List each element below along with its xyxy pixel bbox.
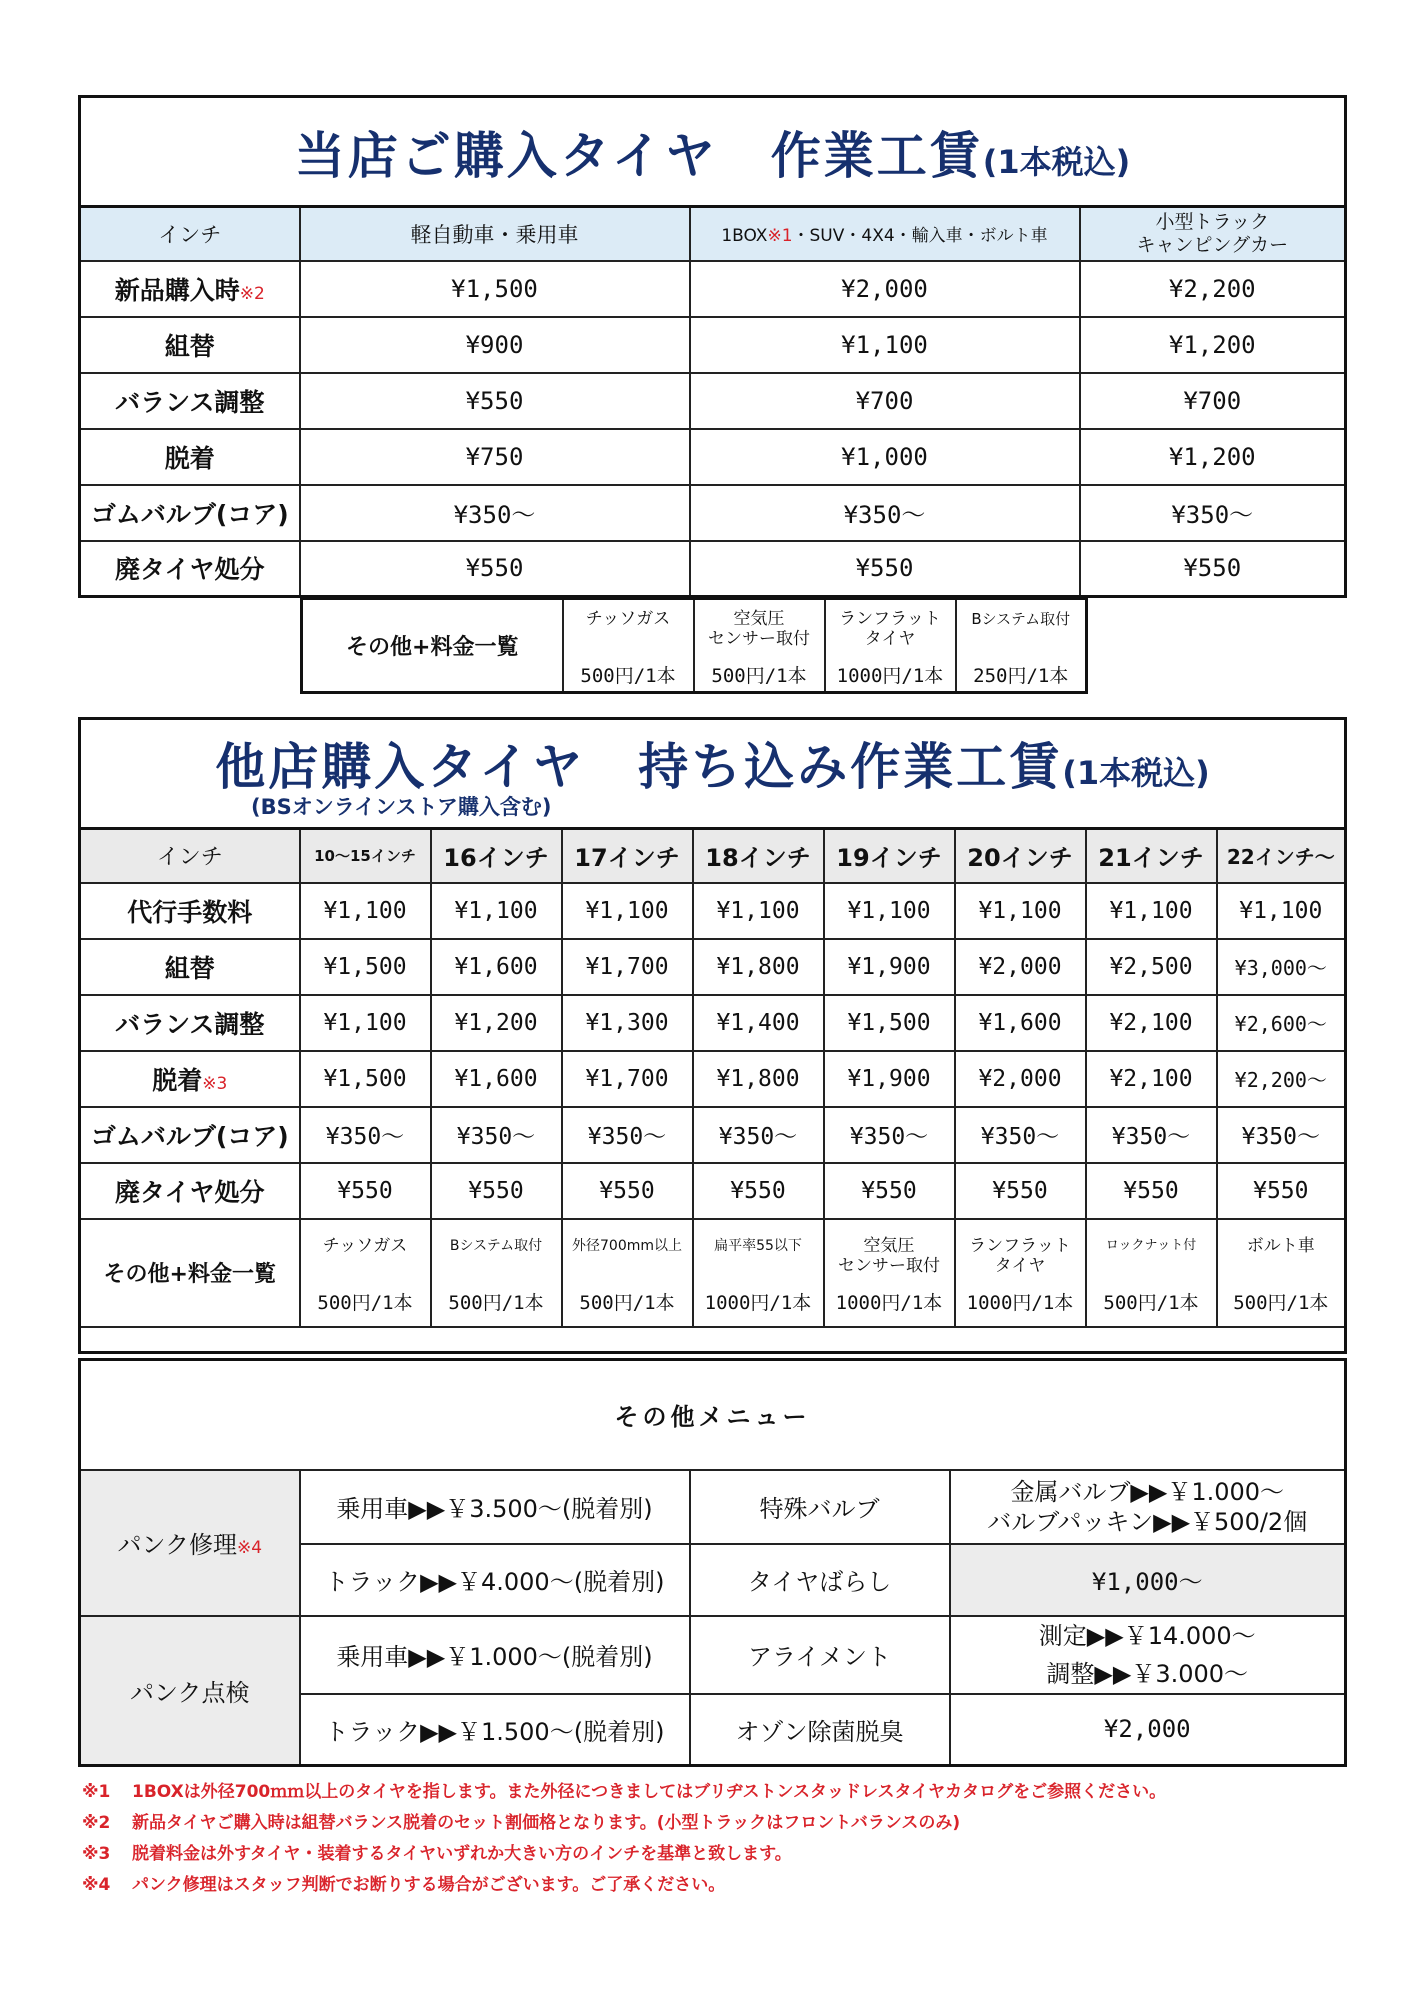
price-cell: ¥1,100 <box>300 883 431 939</box>
price-cell: ¥1,900 <box>824 1051 955 1107</box>
price-cell: ¥1,300 <box>562 995 693 1051</box>
row-label: バランス調整 <box>80 995 300 1051</box>
extra-item: ランフラット タイヤ 1000円/1本 <box>955 1219 1086 1327</box>
price-cell: ¥350～ <box>1080 485 1346 541</box>
price-cell: ¥1,200 <box>431 995 562 1051</box>
price-cell: ¥1,800 <box>693 939 824 995</box>
special-valve-price: 金属バルブ▶▶￥1.000～ バルブパッキン▶▶￥500/2個 <box>950 1470 1346 1544</box>
header-21: 21インチ <box>1086 829 1217 883</box>
price-cell: ¥350～ <box>693 1107 824 1163</box>
extra-item: チッソガス 500円/1本 <box>563 599 694 693</box>
extra-item: 空気圧 センサー取付 500円/1本 <box>694 599 825 693</box>
section1-title: 当店ご購入タイヤ 作業工賃(1本税込) <box>80 97 1346 207</box>
price-cell: ¥1,100 <box>300 995 431 1051</box>
punk-check-truck: トラック▶▶￥1.500～(脱着別) <box>300 1694 690 1766</box>
header-truck-camper: 小型トラック キャンピングカー <box>1080 207 1346 261</box>
punk-check-sedan: 乗用車▶▶￥1.000～(脱着別) <box>300 1616 690 1694</box>
footnote: ※3 脱着料金は外すタイヤ・装着するタイヤいずれか大きい方のインチを基準と致します。 <box>82 1844 792 1864</box>
price-cell: ¥350～ <box>300 485 690 541</box>
price-cell: ¥550 <box>693 1163 824 1219</box>
price-cell: ¥2,000 <box>955 939 1086 995</box>
row-label: ゴムバルブ(コア) <box>80 1107 300 1163</box>
price-cell: ¥1,500 <box>300 939 431 995</box>
extra-item: 外径700mm以上 500円/1本 <box>562 1219 693 1327</box>
price-cell: ¥350～ <box>300 1107 431 1163</box>
price-cell: ¥550 <box>431 1163 562 1219</box>
price-cell: ¥350～ <box>562 1107 693 1163</box>
special-valve-label: 特殊バルブ <box>690 1470 950 1544</box>
price-cell: ¥1,700 <box>562 939 693 995</box>
price-cell: ¥750 <box>300 429 690 485</box>
price-cell: ¥1,400 <box>693 995 824 1051</box>
price-cell: ¥1,100 <box>690 317 1080 373</box>
price-cell: ¥550 <box>690 541 1080 597</box>
footnotes <box>82 1777 1362 1901</box>
price-cell: ¥1,800 <box>693 1051 824 1107</box>
section2-title-note: (BSオンラインストア購入含む) <box>251 794 552 819</box>
row-label: 組替 <box>80 939 300 995</box>
price-cell: ¥1,200 <box>1080 317 1346 373</box>
price-cell: ¥1,100 <box>824 883 955 939</box>
price-cell: ¥350～ <box>1086 1107 1217 1163</box>
price-cell: ¥1,100 <box>1217 883 1346 939</box>
price-cell: ¥900 <box>300 317 690 373</box>
price-cell: ¥2,200～ <box>1217 1051 1346 1107</box>
ozone-deodorize-label: オゾン除菌脱臭 <box>690 1694 950 1766</box>
price-cell: ¥1,500 <box>300 261 690 317</box>
tire-disassembly-price: ¥1,000～ <box>950 1544 1346 1616</box>
spacer-row <box>80 1327 1346 1353</box>
header-19: 19インチ <box>824 829 955 883</box>
header-10-15: 10～15インチ <box>300 829 431 883</box>
price-cell: ¥2,200 <box>1080 261 1346 317</box>
price-cell: ¥1,000 <box>690 429 1080 485</box>
price-cell: ¥2,100 <box>1086 1051 1217 1107</box>
price-cell: ¥1,900 <box>824 939 955 995</box>
footnote: ※4 パンク修理はスタッフ判断でお断りする場合がございます。ご了承ください。 <box>82 1875 726 1895</box>
punk-repair-sedan: 乗用車▶▶￥3.500～(脱着別) <box>300 1470 690 1544</box>
extra-item: 空気圧 センサー取付 1000円/1本 <box>824 1219 955 1327</box>
price-cell: ¥1,100 <box>1086 883 1217 939</box>
punk-check-label: パンク点検 <box>80 1616 300 1766</box>
price-cell: ¥1,700 <box>562 1051 693 1107</box>
price-cell: ¥3,000～ <box>1217 939 1346 995</box>
header-18: 18インチ <box>693 829 824 883</box>
header-1box-suv: 1BOX※1・SUV・4X4・輸入車・ボルト車 <box>690 207 1080 261</box>
header-17: 17インチ <box>562 829 693 883</box>
price-cell: ¥1,100 <box>431 883 562 939</box>
price-cell: ¥2,600～ <box>1217 995 1346 1051</box>
price-cell: ¥2,100 <box>1086 995 1217 1051</box>
price-cell: ¥350～ <box>1217 1107 1346 1163</box>
section2-title: 他店購入タイヤ 持ち込み作業工賃(1本税込) (BSオンラインストア購入含む) <box>80 719 1346 829</box>
row-label: 脱着 <box>80 429 300 485</box>
alignment-price: 測定▶▶￥14.000～ 調整▶▶￥3.000～ <box>950 1616 1346 1694</box>
price-cell: ¥1,200 <box>1080 429 1346 485</box>
row-label: 脱着※3 <box>80 1051 300 1107</box>
price-cell: ¥550 <box>300 373 690 429</box>
extra-item: ロックナット付 500円/1本 <box>1086 1219 1217 1327</box>
other-menu-table <box>78 1358 1347 1767</box>
other-store-tire-price-table <box>78 717 1347 1354</box>
price-cell: ¥350～ <box>955 1107 1086 1163</box>
row-label: ゴムバルブ(コア) <box>80 485 300 541</box>
row-label: 廃タイヤ処分 <box>80 1163 300 1219</box>
price-cell: ¥1,600 <box>431 939 562 995</box>
price-cell: ¥350～ <box>431 1107 562 1163</box>
price-cell: ¥2,500 <box>1086 939 1217 995</box>
price-cell: ¥1,600 <box>955 995 1086 1051</box>
extra-item: チッソガス 500円/1本 <box>300 1219 431 1327</box>
price-cell: ¥550 <box>1086 1163 1217 1219</box>
alignment-label: アライメント <box>690 1616 950 1694</box>
tire-disassembly-label: タイヤばらし <box>690 1544 950 1616</box>
punk-repair-label: パンク修理※4 <box>80 1470 300 1616</box>
store-extras-table <box>300 597 1088 694</box>
price-cell: ¥1,500 <box>824 995 955 1051</box>
price-cell: ¥550 <box>1217 1163 1346 1219</box>
header-inch: インチ <box>80 829 300 883</box>
extra-item: Bシステム取付 250円/1本 <box>956 599 1087 693</box>
price-cell: ¥700 <box>690 373 1080 429</box>
extras-label: その他+料金一覧 <box>80 1219 300 1327</box>
price-cell: ¥1,100 <box>693 883 824 939</box>
price-cell: ¥1,600 <box>431 1051 562 1107</box>
header-inch: インチ <box>80 207 300 261</box>
extras-label: その他+料金一覧 <box>302 599 563 693</box>
row-label: 新品購入時※2 <box>80 261 300 317</box>
row-label: 組替 <box>80 317 300 373</box>
row-label: 廃タイヤ処分 <box>80 541 300 597</box>
price-cell: ¥1,100 <box>562 883 693 939</box>
price-cell: ¥2,000 <box>690 261 1080 317</box>
price-cell: ¥550 <box>1080 541 1346 597</box>
price-cell: ¥550 <box>955 1163 1086 1219</box>
header-16: 16インチ <box>431 829 562 883</box>
price-cell: ¥550 <box>300 1163 431 1219</box>
price-cell: ¥550 <box>300 541 690 597</box>
price-cell: ¥2,000 <box>955 1051 1086 1107</box>
extra-item: ランフラット タイヤ 1000円/1本 <box>825 599 956 693</box>
price-cell: ¥700 <box>1080 373 1346 429</box>
price-cell: ¥550 <box>824 1163 955 1219</box>
row-label: バランス調整 <box>80 373 300 429</box>
price-cell: ¥350～ <box>824 1107 955 1163</box>
punk-repair-truck: トラック▶▶￥4.000～(脱着別) <box>300 1544 690 1616</box>
row-label: 代行手数料 <box>80 883 300 939</box>
header-kei-sedan: 軽自動車・乗用車 <box>300 207 690 261</box>
extra-item: ボルト車 500円/1本 <box>1217 1219 1346 1327</box>
extra-item: Bシステム取付 500円/1本 <box>431 1219 562 1327</box>
price-cell: ¥1,500 <box>300 1051 431 1107</box>
header-20: 20インチ <box>955 829 1086 883</box>
price-cell: ¥350～ <box>690 485 1080 541</box>
price-cell: ¥1,100 <box>955 883 1086 939</box>
footnote: ※2 新品タイヤご購入時は組替バランス脱着のセット割価格となります。(小型トラックはフロントバランスのみ) <box>82 1813 961 1833</box>
ozone-deodorize-price: ¥2,000 <box>950 1694 1346 1766</box>
section3-title: その他メニュー <box>80 1360 1346 1470</box>
store-tire-price-table <box>78 95 1347 598</box>
footnote: ※1 1BOXは外径700ｍｍ以上のタイヤを指します。また外径につきましてはブリヂストンスタッドレスタイヤカタログをご参照ください。 <box>82 1782 1167 1802</box>
extra-item: 扁平率55以下 1000円/1本 <box>693 1219 824 1327</box>
price-cell: ¥550 <box>562 1163 693 1219</box>
header-22: 22インチ～ <box>1217 829 1346 883</box>
